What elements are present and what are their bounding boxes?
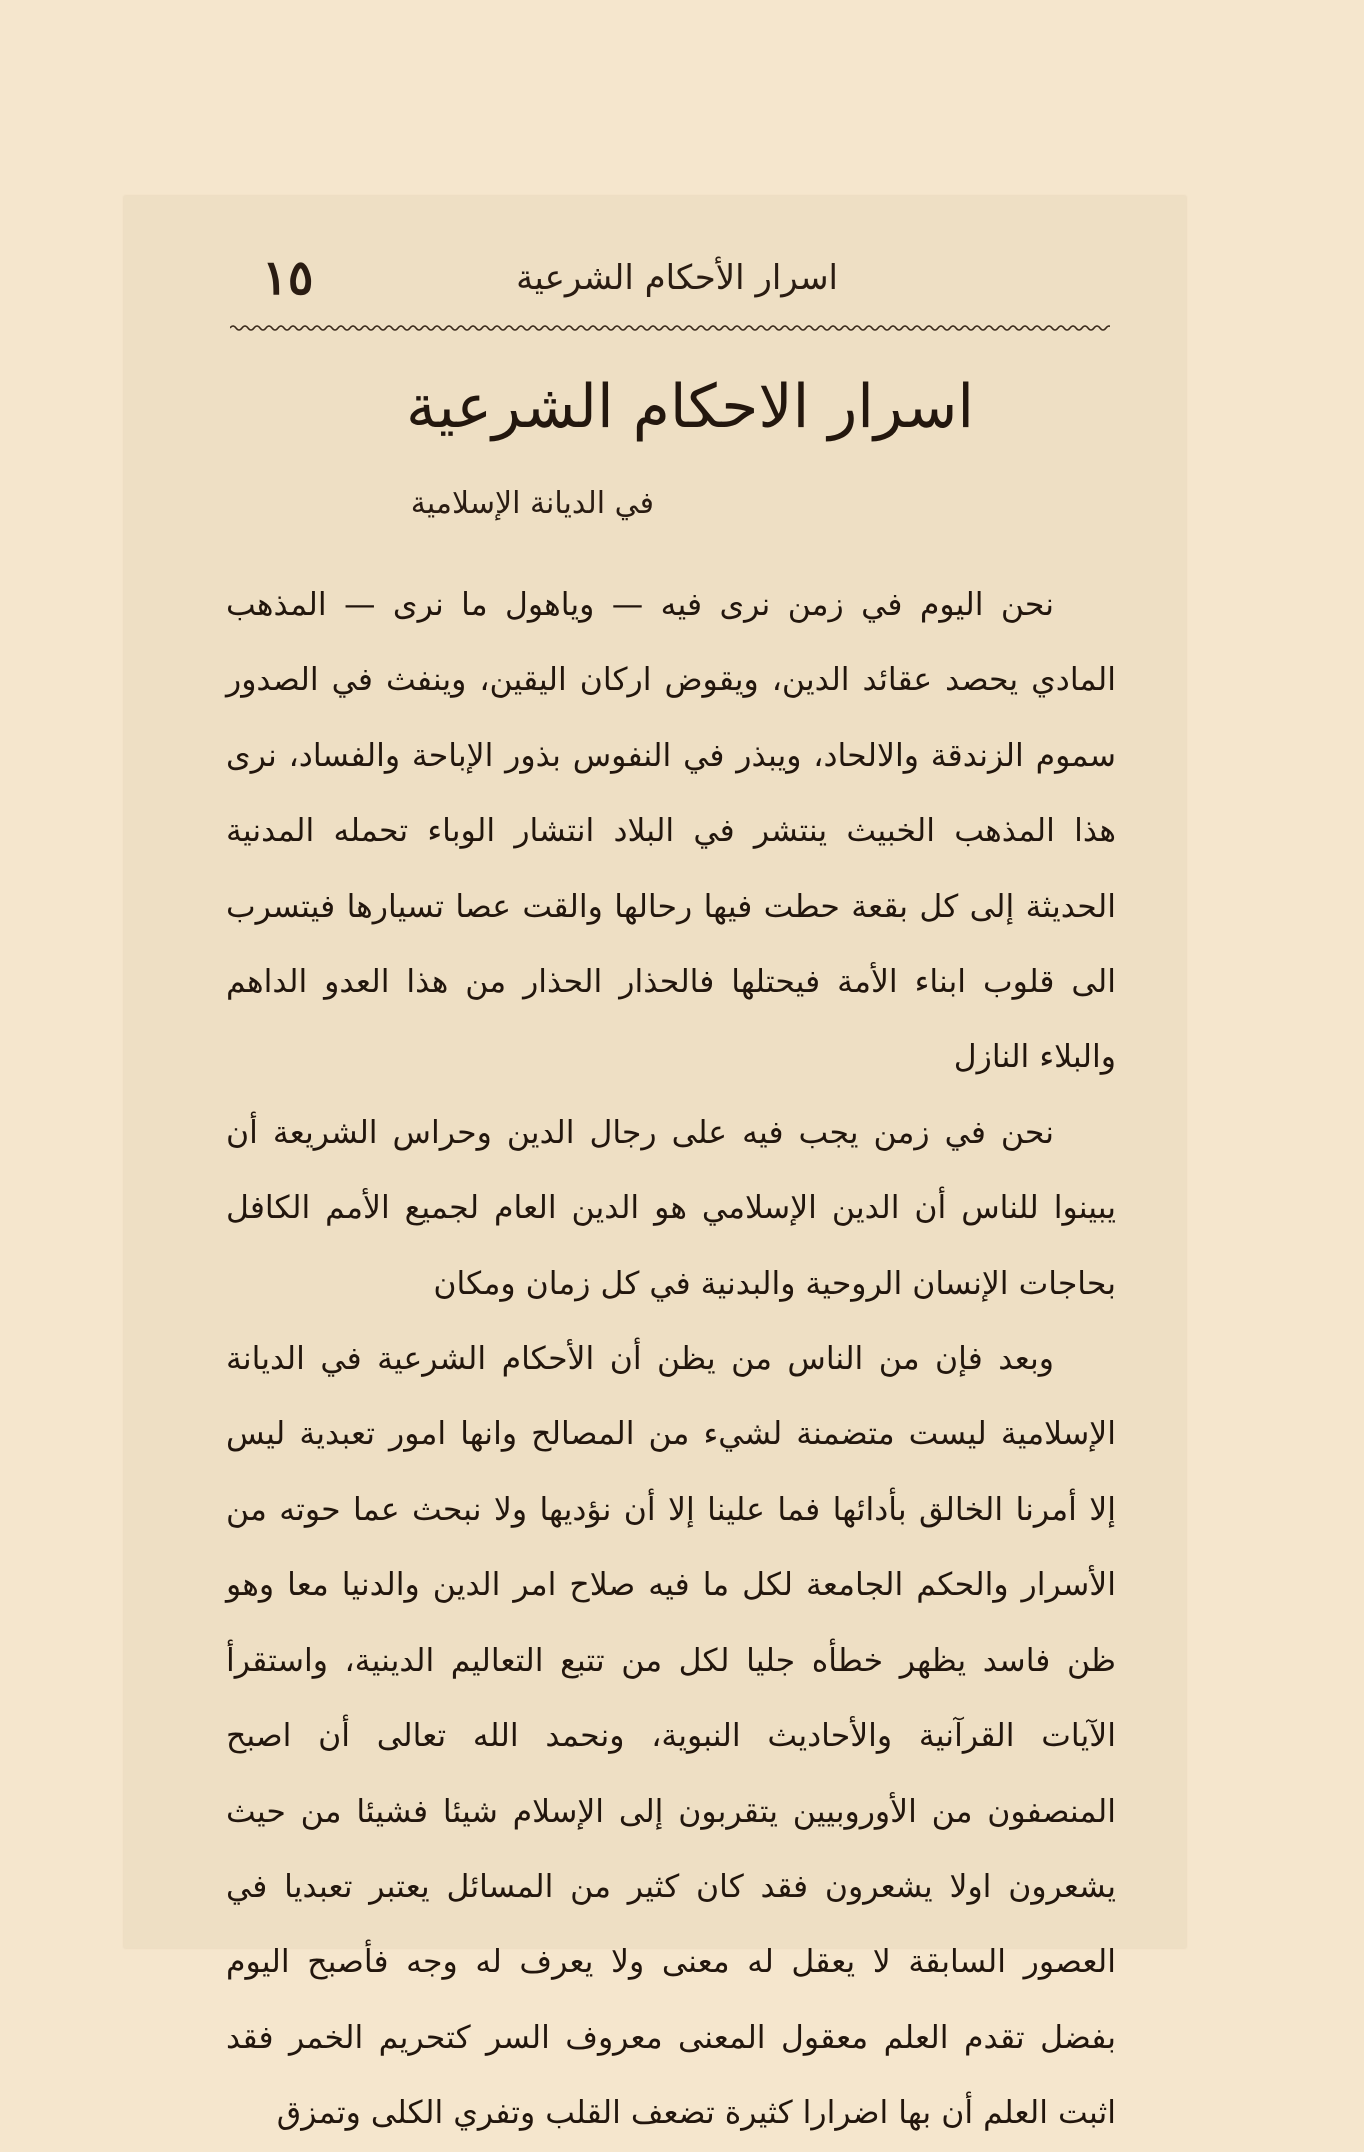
paragraph: وبعد فإن من الناس من يظن أن الأحكام الشرعية في الديانة الإسلامية ليست متضمنة لشيء من المصالح وانها امور تعبدية ليس إلا أمرنا الخالق بأدائها فما علينا إلا أن نؤديها ولا نبحث عما حوته من الأسرار والحكم الجامعة لكل ما فيه صلاح امر الدين والدنيا معا وهو ظن فاسد يظهر خطأه جليا لكل من تتبع التعاليم الدينية، واستقرأ الآيات القرآنية والأحاديث النبوية، ونحمد الله تعالى أن اصبح المنصفون من الأوروبيين يتقربون إلى الإسلام شيئا فشيئا من حيث يشعرون اولا يشعرون فقد كان كثير من المسائل يعتبر تعبديا في العصور السابقة لا يعقل له معنى ولا يعرف له وجه فأصبح اليوم بفضل تقدم العلم معقول المعنى معروف السر كتحريم الخمر فقد اثبت العلم أن بها اضرارا كثيرة تضعف القلب وتفري الكلى وتمزق — [226, 1341, 1116, 2132]
paragraph: نحن اليوم في زمن نرى فيه — وياهول ما نرى — المذهب المادي يحصد عقائد الدين، ويقوض اركان اليقين، وينفث في الصدور سموم الزندقة والالحاد، ويبذر في النفوس بذور الإباحة والفساد، نرى هذا المذهب الخبيث ينتشر في البلاد انتشار الوباء تحمله المدنية الحديثة إلى كل بقعة حطت فيها رحالها والقت عصا تسيارها فيتسرب الى قلوب ابناء الأمة فيحتلها فالحذار الحذار من هذا العدو الداهم والبلاء النازل — [226, 587, 1116, 1076]
book-page — [124, 196, 1186, 2132]
paragraph: نحن في زمن يجب فيه على رجال الدين وحراس الشريعة أن يبينوا للناس أن الدين الإسلامي هو الدين العام لجميع الأمم الكافل بحاجات الإنسان الروحية والبدنية في كل زمان ومكان — [226, 1114, 1116, 1302]
wavy-rule — [230, 324, 1110, 332]
body-text — [226, 568, 1116, 2152]
running-title: اسرار الأحكام الشرعية — [516, 258, 838, 298]
page-number: ١٥ — [262, 250, 314, 306]
chapter-title: اسرار الاحكام الشرعية — [405, 372, 975, 442]
running-head — [124, 196, 1186, 336]
chapter-subtitle: في الديانة الإسلامية — [410, 486, 654, 521]
